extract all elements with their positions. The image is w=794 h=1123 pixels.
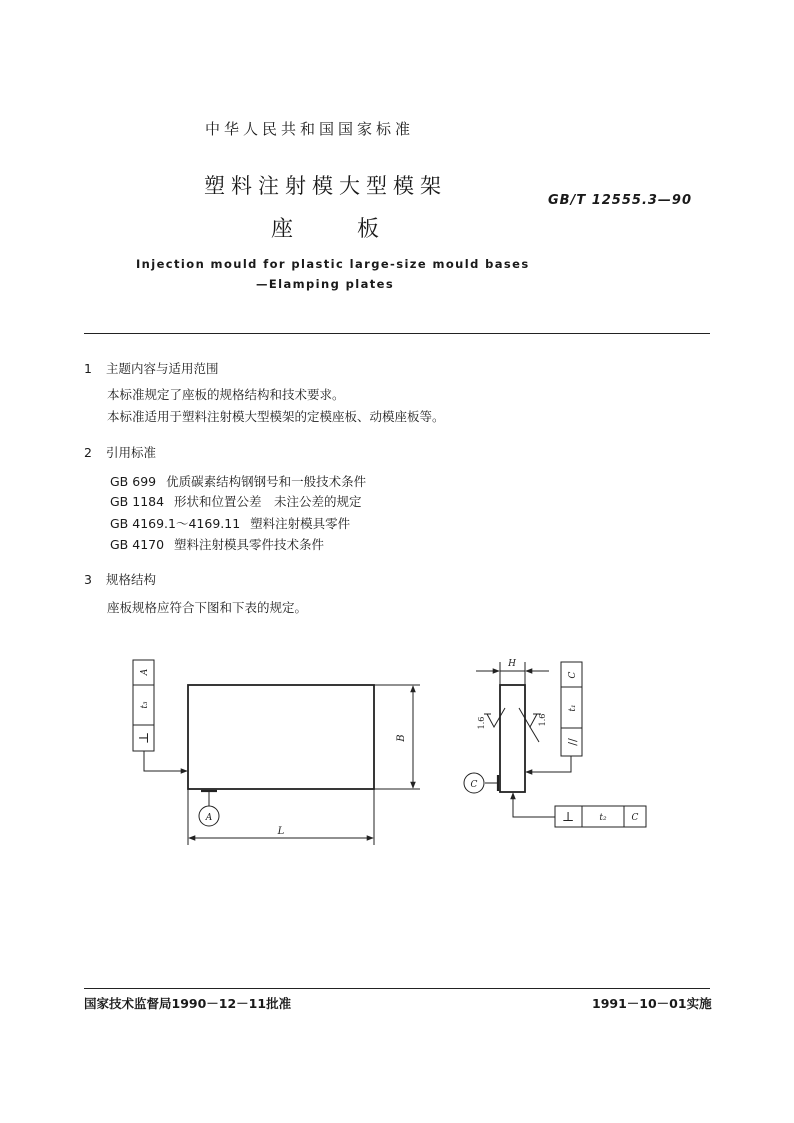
section-title: 规格结构	[106, 572, 157, 587]
document-title: 塑料注射模大型模架	[204, 174, 447, 198]
reference-code: GB 1184	[110, 494, 165, 509]
reference-code: GB 4169.1～4169.11	[110, 516, 241, 531]
issuing-organization: 中华人民共和国国家标准	[205, 120, 415, 138]
section-number: 3	[84, 572, 92, 587]
front-frame-symbol: ⊥	[137, 731, 152, 745]
section-number: 2	[84, 445, 92, 460]
section-3-paragraph: 座板规格应符合下图和下表的规定。	[107, 600, 308, 615]
section-title: 主题内容与适用范围	[106, 361, 219, 376]
roughness-left-value: 1.6	[477, 716, 486, 730]
approval-date: 国家技术监督局1990－12－11批准	[84, 996, 292, 1011]
section-title: 引用标准	[106, 445, 157, 460]
plate-outline-front	[188, 685, 374, 789]
parallel-frame-datum: C	[568, 671, 578, 679]
side-view	[464, 662, 646, 827]
subtitle-char-1: 座	[271, 217, 294, 242]
datum-A-label: A	[205, 813, 213, 823]
front-view	[133, 660, 420, 845]
reference-code: GB 699	[110, 474, 157, 489]
parallel-frame-tolerance: t₁	[568, 704, 578, 712]
plate-outline-side	[500, 685, 525, 792]
reference-text: 塑料注射模具零件	[250, 516, 351, 531]
implementation-date: 1991－10－01实施	[592, 996, 712, 1011]
dim-B-label: B	[396, 734, 407, 742]
section-1-paragraph: 本标准规定了座板的规格结构和技术要求。	[107, 387, 345, 402]
perp-frame-tolerance: t₂	[599, 813, 607, 823]
roughness-right-value: 1.6	[538, 713, 547, 727]
english-title-line2: —Elamping plates	[256, 277, 395, 291]
standard-number: GB/T 12555.3—90	[548, 193, 693, 208]
footer-divider	[84, 988, 710, 989]
reference-text: 塑料注射模具零件技术条件	[174, 537, 325, 552]
front-frame-tolerance: t₃	[140, 701, 150, 709]
perp-frame-symbol: ⊥	[561, 810, 575, 825]
datum-C-label: C	[470, 780, 478, 790]
section-1-paragraph: 本标准适用于塑料注射模大型模架的定模座板、动模座板等。	[107, 409, 445, 424]
reference-text: 优质碳素结构钢钢号和一般技术条件	[166, 474, 367, 489]
reference-code: GB 4170	[110, 537, 165, 552]
dim-L-label: L	[277, 826, 285, 837]
subtitle-char-2: 板	[357, 217, 380, 242]
roughness-symbol-left	[487, 708, 505, 727]
parallel-frame-symbol: //	[566, 738, 579, 746]
english-title-line1: Injection mould for plastic large-size mould bases	[136, 257, 530, 271]
section-number: 1	[84, 361, 92, 376]
reference-text: 形状和位置公差 未注公差的规定	[174, 494, 362, 509]
front-frame-datum: A	[140, 668, 150, 676]
perp-frame-datum: C	[631, 813, 639, 823]
roughness-symbol-right	[519, 708, 537, 727]
dim-H-label: H	[508, 659, 516, 669]
